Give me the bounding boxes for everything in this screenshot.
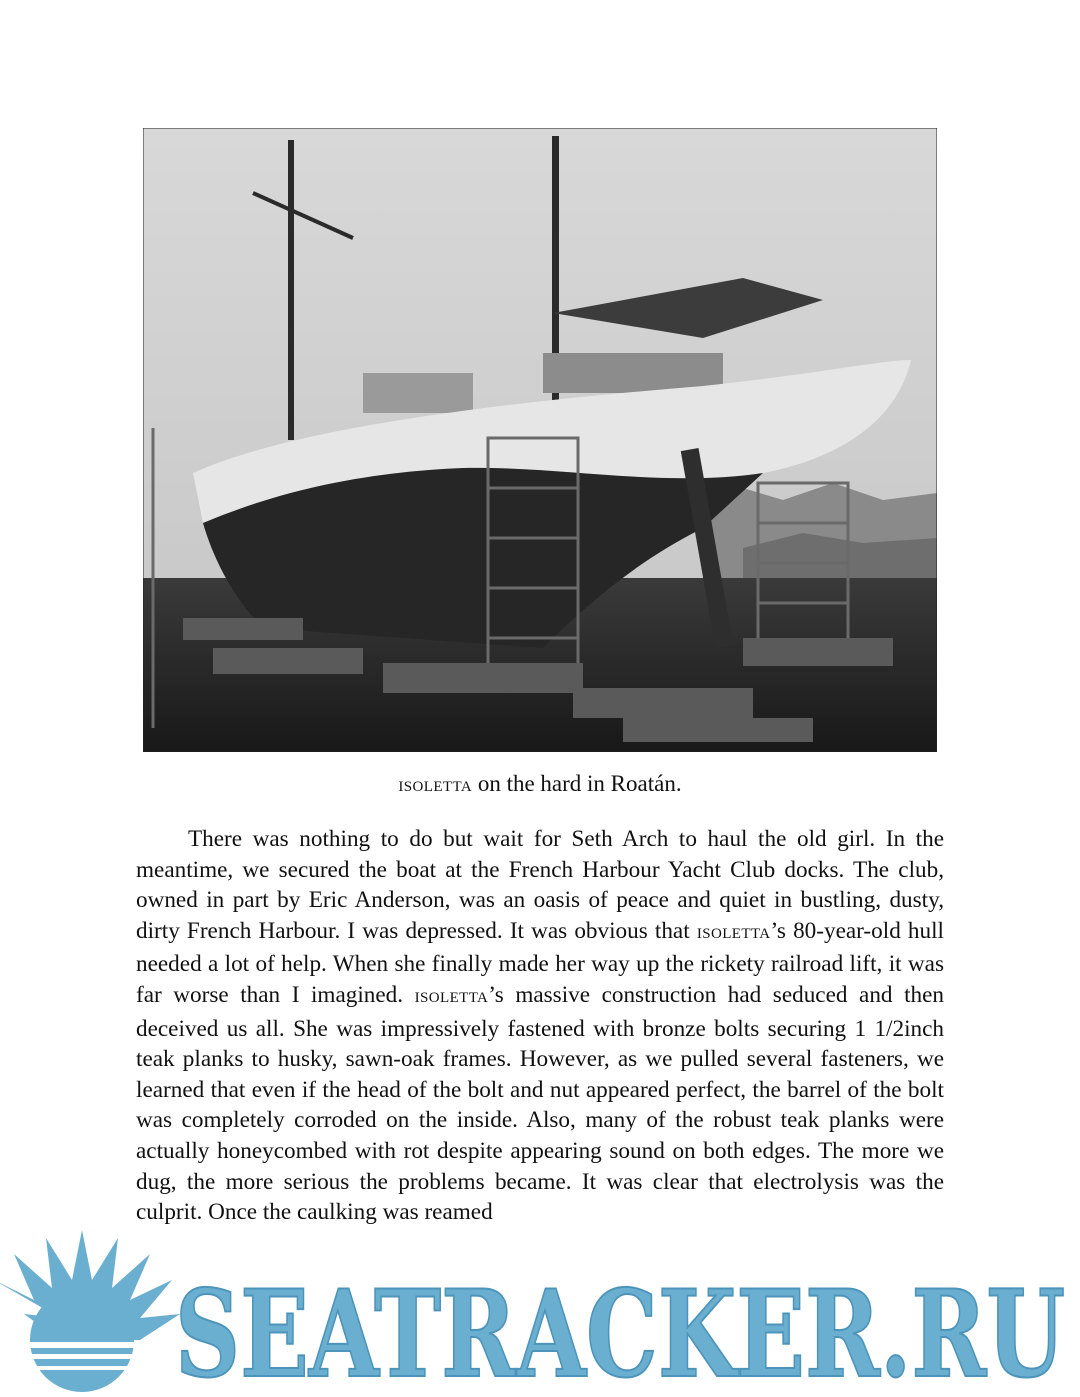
- caption-boat-name: ISOLETTA: [398, 779, 473, 795]
- body-paragraph-block: [136, 824, 944, 1228]
- boat-on-hard-illustration: [143, 128, 937, 752]
- watermark-graphic: [0, 1230, 1080, 1397]
- body-paragraph: [136, 824, 944, 1228]
- boat-name: ISOLETTA: [696, 925, 771, 942]
- boat-name: ISOLETTA: [414, 989, 489, 1006]
- caption-text: on the hard in Roatán.: [472, 771, 682, 796]
- sun-icon: [0, 1230, 180, 1392]
- watermark: [0, 1230, 1080, 1397]
- body-segment: ’s massive construction had seduced and then deceived us all. She was impressively fastened with bronze bolts securing 1 1/2inch teak planks to husky, sawn-oak frames. However, as we pulled several fasteners, we learned that even if the head of the bolt and nut appeared perfect, the barrel of the bolt was completely corroded on the inside. Also, many of the robust teak planks were actually honeycombed with rot despite appearing sound on both edges. The more we dug, the more serious the problems became. It was clear that electrolysis was the culprit. Once the caulking was reamed: [136, 981, 944, 1226]
- photo-caption: [143, 770, 937, 801]
- body-segment: ’s 80-year-old hull needed a lot of help. When she finally made her way up the rickety railroad lift, it was far worse than I imagined.: [136, 917, 945, 1008]
- watermark-text: SEATRACKER.RU: [175, 1264, 1065, 1397]
- boat-photograph: [143, 128, 937, 752]
- body-segment: There was nothing to do but wait for Seth Arch to haul the old girl. In the meantime, we secured the boat at the French Harbour Yacht Club docks. The club, owned in part by Eric Anderson, was an oasis of peace and quiet in bustling, dusty, dirty French Harbour. I was depressed. It was obvious that: [136, 826, 944, 944]
